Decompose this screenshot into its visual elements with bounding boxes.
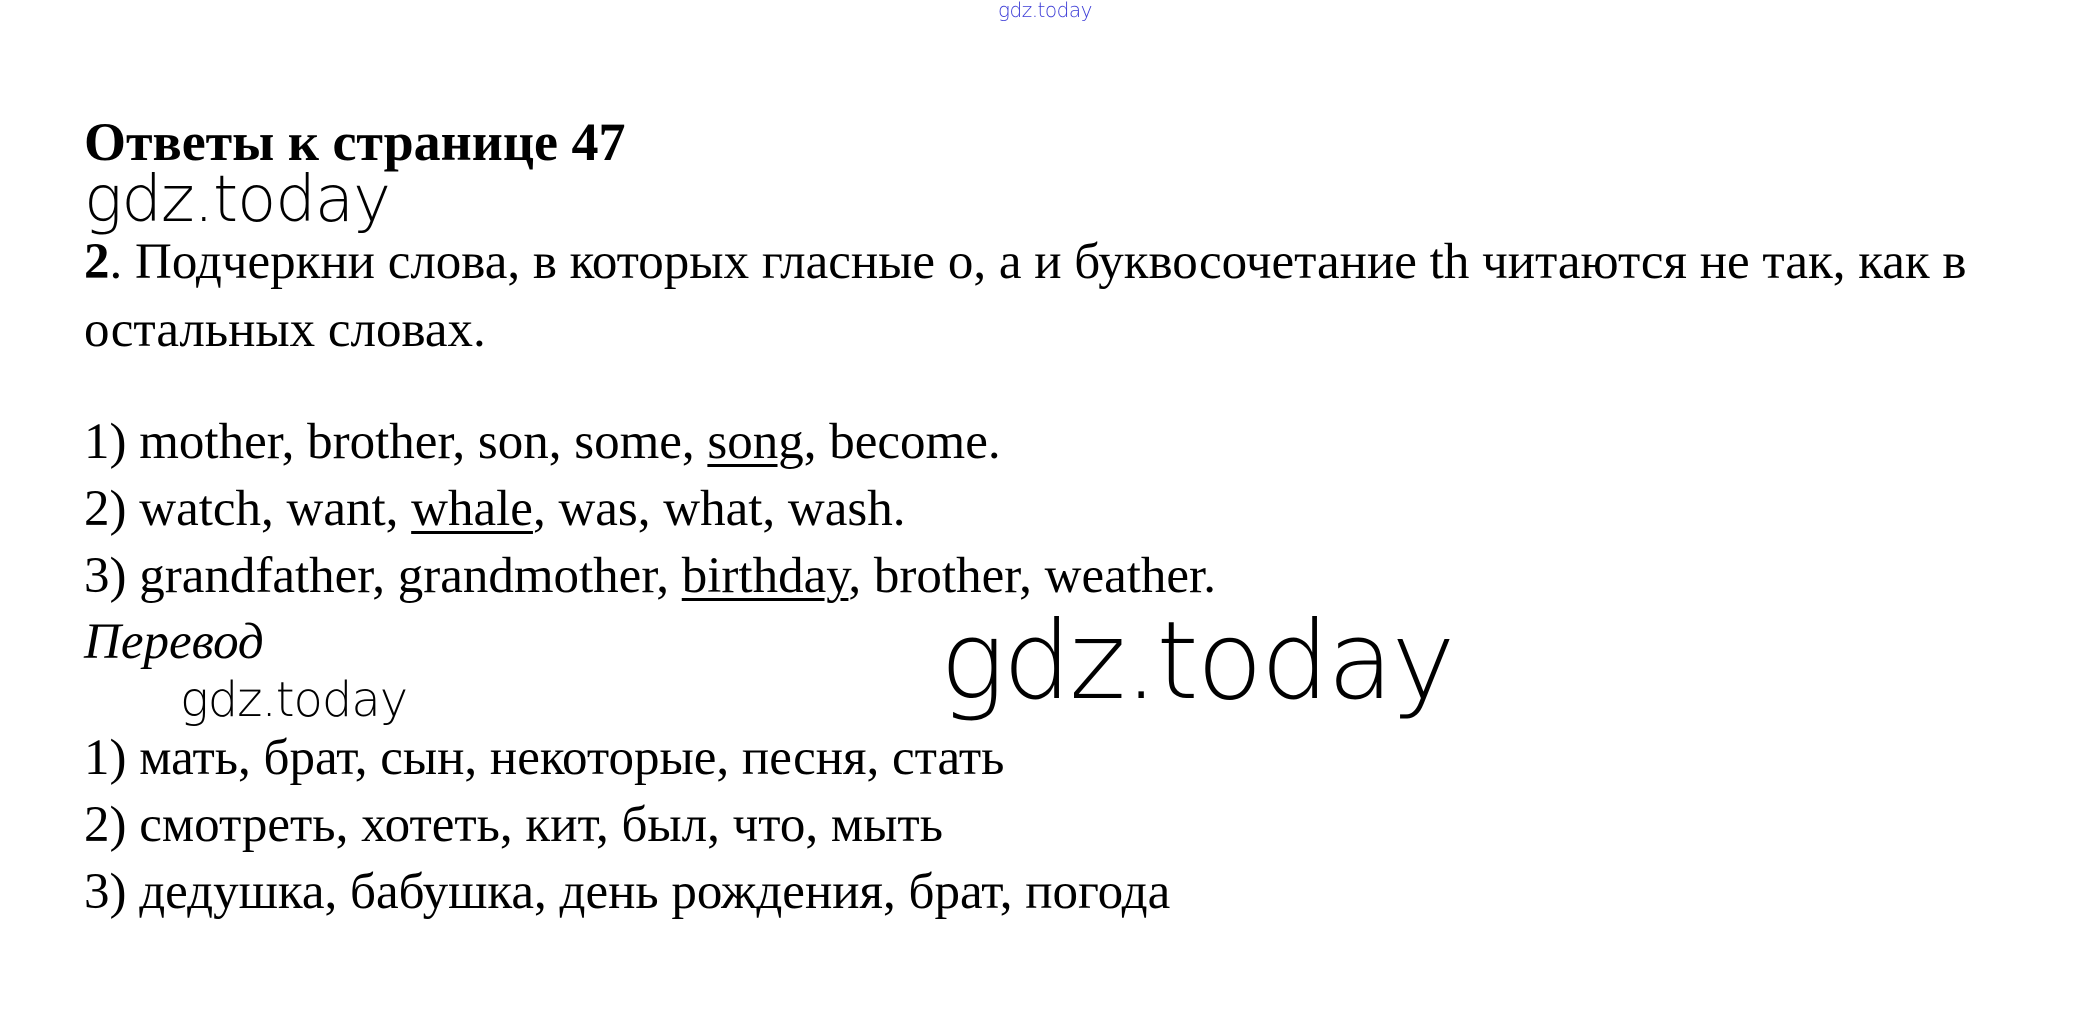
answer-line-3-after: , brother, weather. [848, 548, 1216, 604]
answer-line-2-underlined-word: whale [411, 481, 533, 537]
answer-line-1-before: 1) mother, brother, son, some, [84, 414, 708, 470]
watermark-center: gdz.today [940, 599, 1454, 724]
answer-line-2-before: 2) watch, want, [84, 481, 412, 537]
answer-line-3 [84, 546, 1216, 606]
watermark-translation: gdz.today [180, 672, 408, 728]
task-number: 2 [84, 234, 110, 290]
answer-line-1 [84, 412, 1001, 472]
page-title: Ответы к странице 47 [84, 112, 626, 172]
watermark-top: gdz.today [998, 0, 1092, 22]
translation-label: Перевод [84, 614, 264, 670]
translation-line-1: 1) мать, брат, сын, некоторые, песня, стать [84, 730, 1005, 786]
translation-line-2: 2) смотреть, хотеть, кит, был, что, мыть [84, 797, 943, 853]
task-instruction [84, 228, 2034, 364]
answer-line-3-before: 3) grandfather, grandmother, [84, 548, 682, 604]
answer-line-2-after: , was, what, wash. [532, 481, 906, 537]
answer-line-1-after: , become. [803, 414, 1001, 470]
answer-line-3-underlined-word: birthday [681, 548, 849, 604]
task-text: . Подчеркни слова, в которых гласные о, а и буквосочетание th читаются не так, как в остальных словах. [84, 234, 1967, 358]
answer-line-2 [84, 479, 905, 539]
watermark-under-title: gdz.today [84, 163, 390, 237]
translation-line-3: 3) дедушка, бабушка, день рождения, брат, погода [84, 864, 1171, 920]
answer-line-1-underlined-word: song [707, 414, 804, 470]
